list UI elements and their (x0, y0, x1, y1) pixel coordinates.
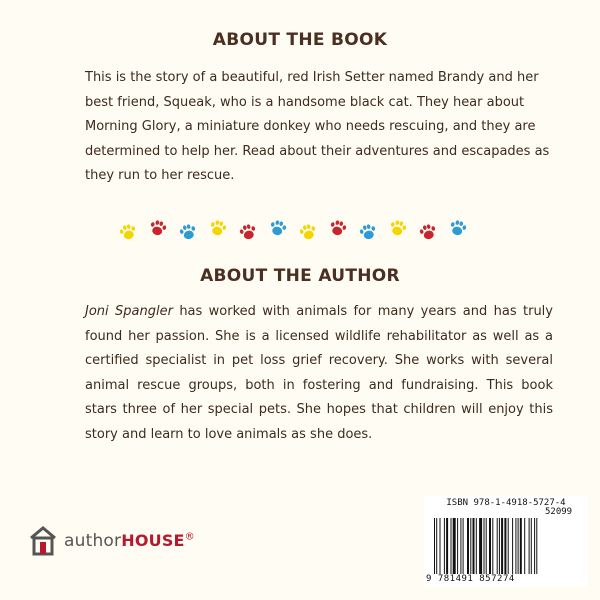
paw-print-icon (148, 218, 168, 238)
about-author-heading: ABOUT THE AUTHOR (200, 266, 400, 286)
publisher-logo (28, 524, 195, 558)
paw-print-icon (358, 222, 378, 242)
paw-print-icon (448, 218, 468, 238)
isbn-barcode (424, 496, 588, 586)
about-book-heading: ABOUT THE BOOK (212, 30, 388, 50)
author-bio: has worked with animals for many years and has truly found her passion. She is a licensed wildlife rehabilitator as well as a certified specialist in pet loss grief recovery. She works with several animal rescue groups, both in fostering and fundraising. This book stars three of her special pets. She hopes that children will enjoy this story and learn to love animals as she does. (85, 304, 553, 442)
price-code: 52099 (545, 507, 573, 517)
paw-print-icon (178, 222, 198, 242)
paw-print-icon (298, 222, 318, 242)
paw-print-icon (118, 222, 138, 242)
paw-print-divider (118, 218, 478, 242)
house-icon (28, 524, 58, 558)
barcode-digits: 9 781491 857274 (426, 574, 515, 584)
isbn-text: ISBN 978-1-4918-5727-4 (446, 498, 566, 508)
about-author-text (85, 300, 553, 447)
paw-print-icon (418, 222, 438, 242)
paw-print-icon (328, 218, 348, 238)
paw-print-icon (268, 218, 288, 238)
publisher-name: authorHOUSE® (64, 531, 195, 551)
author-name: Joni Spangler (85, 304, 173, 319)
paw-print-icon (238, 222, 258, 242)
about-book-text: This is the story of a beautiful, red Irish Setter named Brandy and her best friend, Squeak, who is a handsome black cat. They hear about Morning Glory, a miniature donkey who needs rescuing, and they are determined to help her. Read about their adventures and escapades as they run to her rescue. (85, 70, 550, 183)
barcode-bars (434, 518, 580, 574)
paw-print-icon (208, 218, 228, 238)
paw-print-icon (388, 218, 408, 238)
